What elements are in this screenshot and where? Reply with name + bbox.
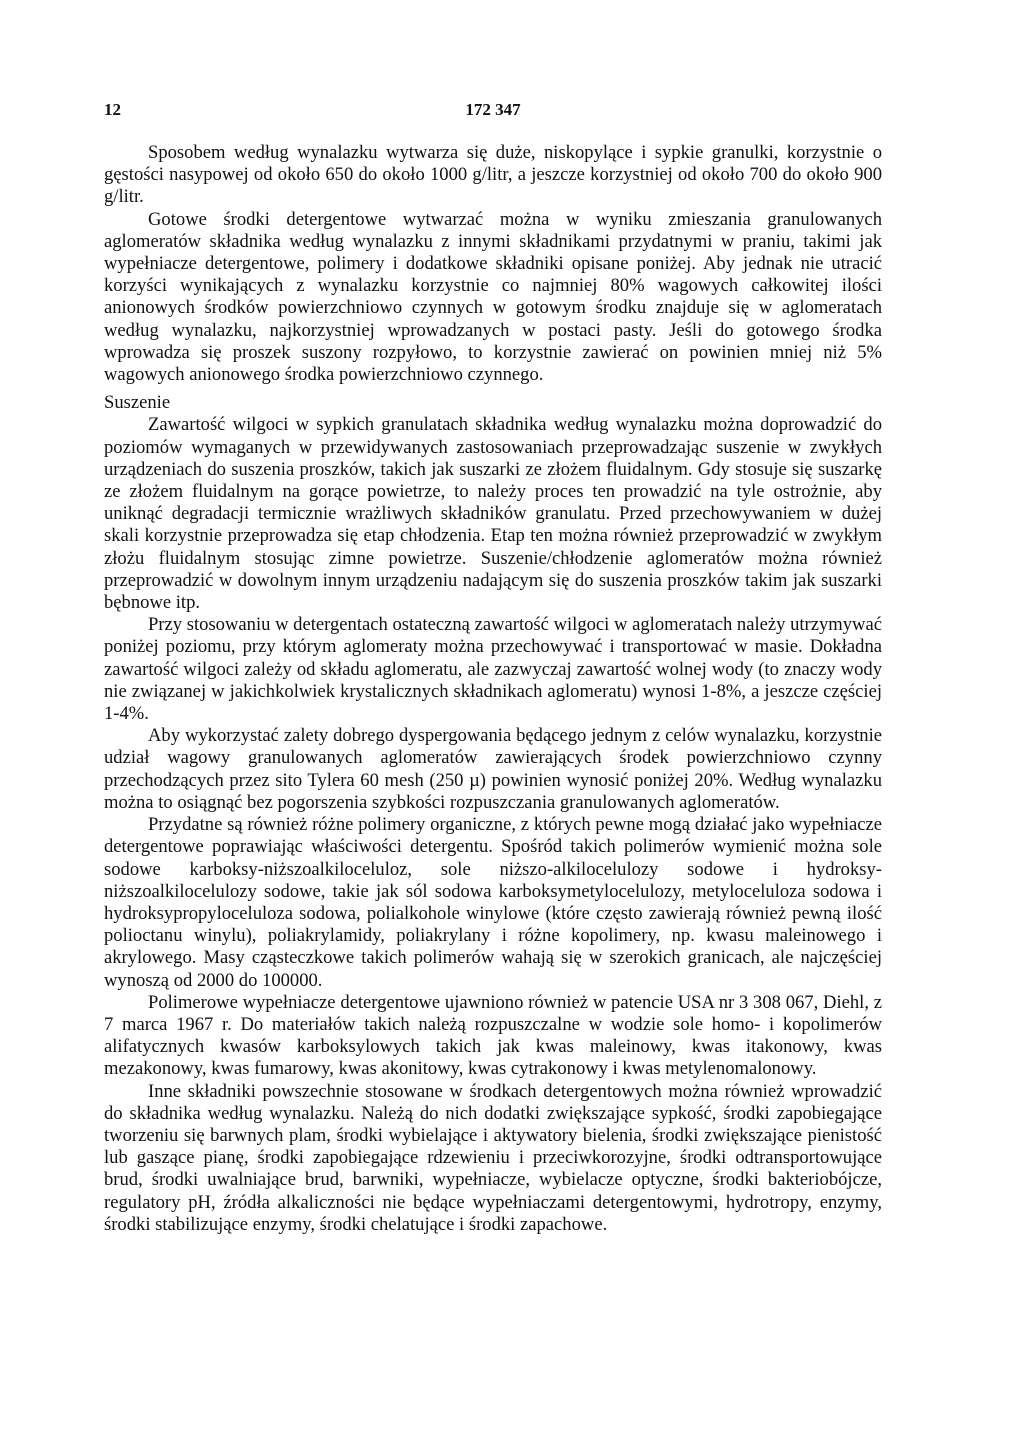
section-heading: Suszenie <box>104 392 171 414</box>
paragraph: Polimerowe wypełniacze detergentowe ujawniono również w patencie USA nr 3 308 067, Diehl, z 7 marca 1967 r. Do materiałów takich należą rozpuszczalne w wodzie sole homo- i kopolimerów alifatycznych kwasów karboksylowych takich jak kwas maleinowy, kwas itakonowy, kwas mezakonowy, kwas fumarowy, kwas akonitowy, kwas cytrakonowy i kwas metylenomalonowy. <box>104 991 882 1080</box>
paragraph: Sposobem według wynalazku wytwarza się duże, niskopylące i sypkie granulki, korzystnie o gęstości nasypowej od około 650 do około 1000 g/litr, a jeszcze korzystniej od około 700 do około 900 g/litr. <box>104 142 882 208</box>
page-header <box>104 100 882 124</box>
document-body <box>104 142 882 1236</box>
paragraph: Zawartość wilgoci w sypkich granulatach składnika według wynalazku można doprowadzić do poziomów wymaganych w przewidywanych zastosowaniach przeprowadzając suszenie w zwykłych urządzeniach do suszenia proszków, takich jak suszarki ze złożem fluidalnym. Gdy stosuje się suszarkę ze złożem fluidalnym na gorące powietrze, to należy proces ten prowadzić na tyle ostrożnie, aby uniknąć degradacji termicznie wrażliwych składników granulatu. Przed przechowywaniem w dużej skali korzystnie przeprowadza się etap chłodzenia. Etap ten można również przeprowadzić w zwykłym złożu fluidalnym stosując zimne powietrze. Suszenie/chłodzenie aglomeratów można również przeprowadzić w dowolnym innym urządzeniu nadającym się do suszenia proszków takim jak suszarki bębnowe itp. <box>104 414 882 614</box>
paragraph: Inne składniki powszechnie stosowane w środkach detergentowych można również wprowadzić do składnika według wynalazku. Należą do nich dodatki zwiększające sypkość, środki zapobiegające tworzeniu się barwnych plam, środki wybielające i aktywatory bielenia, środki zwiększające pienistość lub gaszące pianę, środki zapobiegające rdzewieniu i przeciwkorozyjne, środki odtransportowujące brud, środki uwalniające brud, barwniki, wypełniacze, wybielacze optyczne, środki bakteriobójcze, regulatory pH, źródła alkaliczności nie będące wypełniaczami detergentowymi, hydrotropy, enzymy, środki stabilizujące enzymy, środki chelatujące i środki zapachowe. <box>104 1080 882 1235</box>
paragraph: Przydatne są również różne polimery organiczne, z których pewne mogą działać jako wypełniacze detergentowe poprawiając właściwości detergentu. Spośród takich polimerów wymienić można sole sodowe karboksy-niższoalkilocelulоz, sole niższo-alkilocelulozy sodowe i hydroksy-niższoalkilocelulozy sodowe, takie jak sól sodowa karboksymetylocelulozy, metyloceluloza sodowa i hydroksypropyloceluloza sodowa, polialkohole winylowe (które często zawierają również pewną ilość polioctanu winylu), poliakrylamidy, poliakrylany i różne kopolimery, np. kwasu maleinowego i akrylowego. Masy cząsteczkowe takich polimerów wahają się w szerokich granicach, ale najczęściej wynoszą od 2000 do 100000. <box>104 814 882 991</box>
page-number: 12 <box>104 100 121 119</box>
document-number: 172 347 <box>465 100 521 119</box>
paragraph: Gotowe środki detergentowe wytwarzać można w wyniku zmieszania granulowanych aglomeratów składnika według wynalazku z innymi składnikami przydatnymi w praniu, takimi jak wypełniacze detergentowe, polimery i dodatkowe składniki opisane poniżej. Aby jednak nie utracić korzyści wynikających z wynalazku korzystnie co najmniej 80% wagowych całkowitej ilości anionowych środków powierzchniowo czynnych w gotowym środku znajduje się w aglomeratach według wynalazku, najkorzystniej wprowadzanych w postaci pasty. Jeśli do gotowego środka wprowadza się proszek suszony rozpyłowo, to korzystnie zawierać on powinien mniej niż 5% wagowych anionowego środka powierzchniowo czynnego. <box>104 208 882 386</box>
paragraph: Przy stosowaniu w detergentach ostateczną zawartość wilgoci w aglomeratach należy utrzymywać poniżej poziomu, przy którym aglomeraty można przechowywać i transportować w masie. Dokładna zawartość wilgoci zależy od składu aglomeratu, ale zazwyczaj zawartość wolnej wody (to znaczy wody nie związanej w jakichkolwiek krystalicznych składnikach aglomeratu) wynosi 1-8%, a jeszcze częściej 1-4%. <box>104 614 882 725</box>
paragraph: Aby wykorzystać zalety dobrego dyspergowania będącego jednym z celów wynalazku, korzystnie udział wagowy granulowanych aglomeratów zawierających środek powierzchniowo czynny przechodzących przez sito Tylera 60 mesh (250 µ) powinien wynosić poniżej 20%. Według wynalazku można to osiągnąć bez pogorszenia szybkości rozpuszczania granulowanych aglomeratów. <box>104 725 882 813</box>
